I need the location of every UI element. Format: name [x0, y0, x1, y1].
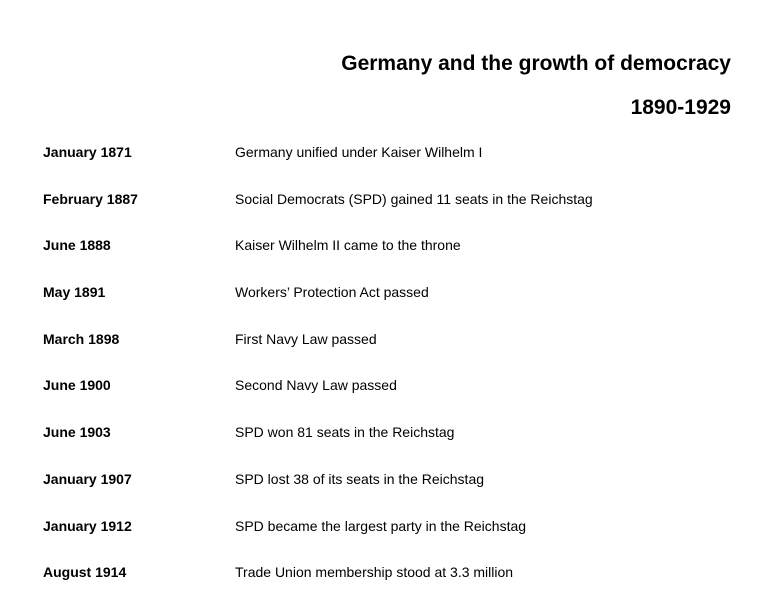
timeline-row	[43, 187, 743, 234]
timeline-date: May 1891	[43, 284, 106, 301]
timeline-row	[43, 373, 743, 420]
timeline-list	[43, 140, 743, 607]
timeline-date: January 1871	[43, 144, 132, 160]
timeline-date: January 1912	[43, 517, 132, 534]
timeline-event: Kaiser Wilhelm II came to the throne	[235, 237, 461, 254]
timeline-row	[43, 514, 743, 561]
timeline-event: Second Navy Law passed	[235, 377, 397, 394]
timeline-row	[43, 560, 743, 607]
timeline-row	[43, 420, 743, 467]
timeline-event: SPD lost 38 of its seats in the Reichstag	[235, 470, 485, 487]
timeline-row	[43, 233, 743, 280]
document-subtitle: 1890-1929	[630, 96, 731, 119]
timeline-row	[43, 327, 743, 374]
timeline-event: SPD won 81 seats in the Reichstag	[235, 424, 455, 441]
timeline-date: June 1900	[43, 377, 111, 394]
timeline-date: August 1914	[43, 564, 127, 581]
timeline-date: June 1888	[43, 237, 111, 254]
timeline-row	[43, 467, 743, 514]
timeline-date: January 1907	[43, 470, 132, 487]
timeline-row	[43, 280, 743, 327]
timeline-event: Germany unified under Kaiser Wilhelm I	[235, 144, 483, 160]
timeline-event: Social Democrats (SPD) gained 11 seats in the Reichstag	[235, 190, 593, 207]
timeline-date: March 1898	[43, 330, 120, 347]
timeline-row	[43, 140, 743, 187]
timeline-event: SPD became the largest party in the Reichstag	[235, 517, 527, 534]
timeline-date: June 1903	[43, 424, 111, 441]
timeline-event: Workers’ Protection Act passed	[235, 284, 429, 301]
timeline-event: First Navy Law passed	[235, 330, 377, 347]
timeline-event: Trade Union membership stood at 3.3 million	[235, 564, 514, 581]
document-title: Germany and the growth of democracy	[341, 52, 731, 75]
timeline-date: February 1887	[43, 190, 138, 207]
